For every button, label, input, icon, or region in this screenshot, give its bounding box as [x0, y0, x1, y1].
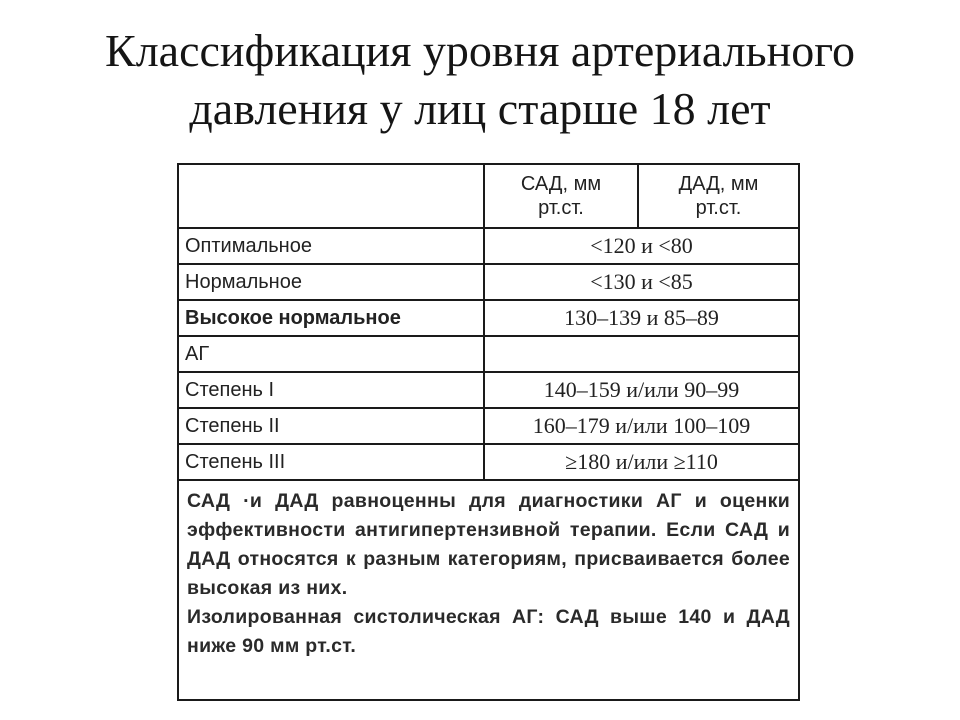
header-dad: [638, 164, 799, 228]
category-cell: Степень II: [178, 408, 484, 444]
value-cell: [484, 336, 799, 372]
note-paragraph-1: САД ·и ДАД равноценны для диагностики АГ и оценки эффективности антигипертензивной терапии. Если САД и ДАД относятся к разным категориям, присваивается более высокая из них.: [187, 490, 790, 599]
value-cell: 140–159 и/или 90–99: [484, 372, 799, 408]
table-row: [178, 408, 799, 444]
header-empty-cell: [178, 164, 484, 228]
table-row: [178, 300, 799, 336]
note-paragraph-2: Изолированная систолическая АГ: САД выше 140 и ДАД ниже 90 мм рт.ст.: [187, 606, 790, 657]
table-row: [178, 444, 799, 480]
header-sad: [484, 164, 638, 228]
table-row: [178, 264, 799, 300]
header-sad-label: САД, мм рт.ст.: [520, 173, 602, 219]
table-row: [178, 228, 799, 264]
value-cell: 130–139 и 85–89: [484, 300, 799, 336]
table-note-row: [178, 480, 799, 700]
category-cell: Степень III: [178, 444, 484, 480]
category-cell: АГ: [178, 336, 484, 372]
category-cell: Нормальное: [178, 264, 484, 300]
bp-classification-table: [177, 163, 800, 701]
table-row: [178, 336, 799, 372]
page-title: Классификация уровня артериального давления у лиц старше 18 лет: [105, 25, 855, 134]
category-cell: Высокое нормальное: [178, 300, 484, 336]
value-cell: <120 и <80: [484, 228, 799, 264]
category-cell: Степень I: [178, 372, 484, 408]
table-row: [178, 372, 799, 408]
table-header-row: [178, 164, 799, 228]
value-cell: 160–179 и/или 100–109: [484, 408, 799, 444]
header-dad-label: ДАД, мм рт.ст.: [678, 173, 759, 219]
value-cell: <130 и <85: [484, 264, 799, 300]
note-cell: [178, 480, 799, 700]
value-cell: ≥180 и/или ≥110: [484, 444, 799, 480]
category-cell: Оптимальное: [178, 228, 484, 264]
